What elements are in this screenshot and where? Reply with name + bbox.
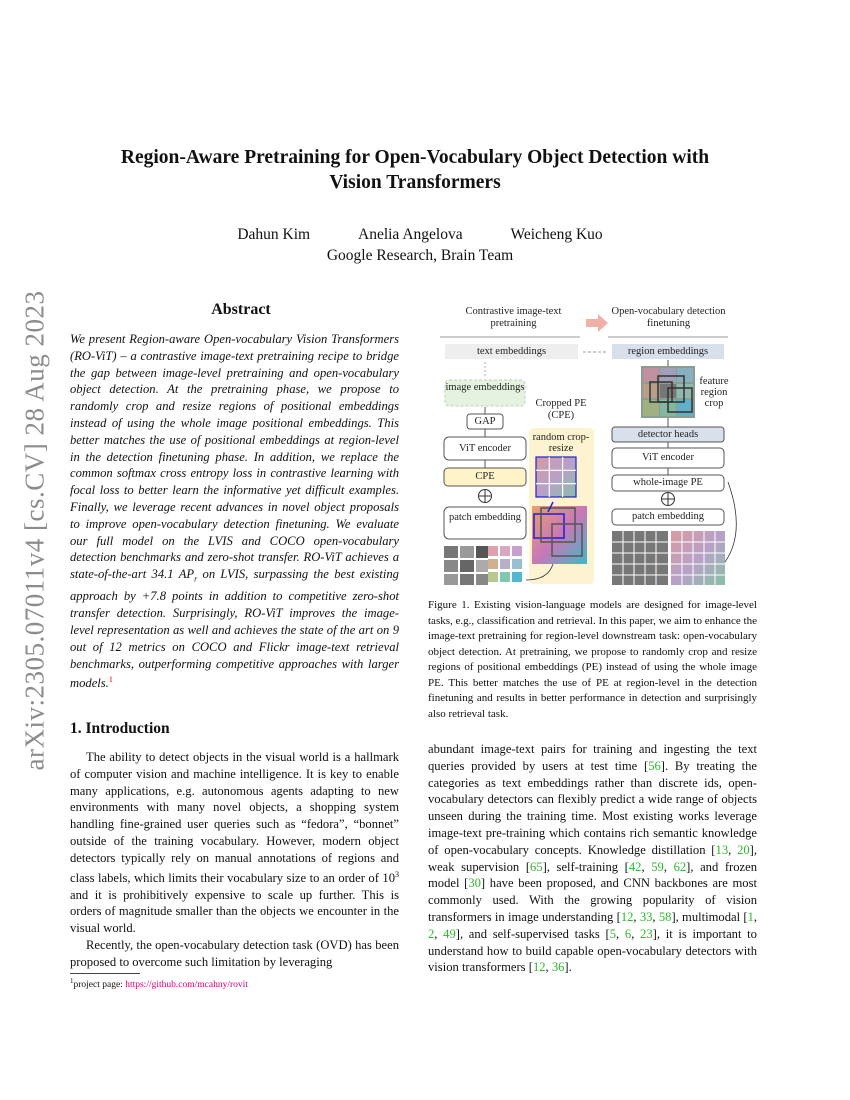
citation[interactable]: 59 [651, 859, 664, 874]
intro-text [70, 749, 399, 971]
project-page-link[interactable]: https://github.com/mcahny/rovit [125, 980, 248, 991]
author-block [150, 226, 690, 265]
footnote-marker[interactable]: 1 [108, 675, 113, 685]
region-embeddings-label: region embeddings [627, 346, 709, 357]
abstract-text: We present Region-aware Open-vocabulary Vision Transformers (RO-ViT) – a contrastive image-text pretraining recipe to bridge the gap between image-level pretraining and open-vocabulary object detection. At the pretraining phase, we propose to randomly crop and resize regions of positional embeddings instead of using the whole image positional embeddings. This better matches the use of positional embeddings at region-level in the detection finetuning phase. In addition, we replace the common softmax cross entropy loss in contrastive learning with focal loss to better learn the informative yet difficult examples. Finally, we leverage recent advances in novel object proposals to improve open-vocabulary detection finetuning. We evaluate our full model on the LVIS and COCO open-vocabulary detection benchmarks and zero-shot transfer. RO-ViT achieves a state-of-the-art 34.1 $AP_r$ on LVIS, surpassing the best existing approach by +7.8 points in addition to competitive zero-shot transfer detection. Surprisingly, RO-ViT improves the image-level representation as well and achieves the state of the art on 9 out of 12 metrics on COCO and Flickr image-text retrieval benchmarks, outperforming competitive approaches with larger models.$^1$ [70, 332, 399, 691]
author-name: Dahun Kim [237, 226, 311, 243]
input-image-patches [444, 546, 488, 585]
intro-paragraph-2: Recently, the open-vocabulary detection task (OVD) has been proposed to overcome such limitation by leveraging [70, 937, 399, 969]
citation[interactable]: 5 [609, 926, 617, 941]
whole-image-pe-label: whole-image PE [633, 477, 703, 488]
transfer-arrow [586, 314, 608, 332]
intro-paragraph-1: The ability to detect objects in the visual world is a hallmark of computer vision and machine intelligence. It is key to enable many applications, e.g. autonomous agents adapting to new environments with many novel objects, a shopping system handling fine-grained user queries such as “fedora”, “bonnet” outside of the training vocabulary. However, modern object detectors typically rely on manual annotations of regions and class labels, which limits their vocabulary size to an order of $10^3$ and it is prohibitively expensive to scale up further. This is orders of magnitude smaller than the objects we encounter in the visual world. [70, 750, 399, 936]
vit-encoder-label: ViT encoder [459, 443, 511, 454]
fig-right-header: Open-vocabulary detection finetuning [611, 306, 726, 329]
vit-encoder-right-label: ViT encoder [642, 452, 694, 463]
right-image-patches [612, 531, 725, 585]
gap-label: GAP [474, 416, 496, 427]
footnote-rule [70, 973, 140, 974]
cpe-label: CPE [475, 471, 495, 482]
citation[interactable]: 30 [468, 876, 481, 891]
figure-1 [428, 302, 758, 592]
section-heading-introduction: 1. Introduction [70, 720, 170, 737]
author-name: Anelia Angelova [358, 226, 463, 243]
fig-left-header: Contrastive image-text pretraining [465, 306, 562, 329]
citation[interactable]: 36 [551, 960, 565, 975]
paper-title: Region-Aware Pretraining for Open-Vocabulary Object Detection with Vision Transformers [120, 147, 710, 193]
citation[interactable]: 56 [648, 758, 661, 773]
citation[interactable]: 65 [530, 859, 543, 874]
image-embeddings-label: image embeddings [445, 382, 525, 393]
author-name: Weicheng Kuo [510, 226, 603, 243]
citation[interactable]: 2 [428, 926, 435, 941]
right-column-text: abundant image-text pairs for training and ingesting the text queries provided by users at test time [56]. By treating the categories as text embeddings rather than discrete ids, open-vocabulary detectors can flexibly predict a wide range of objects unseen during the training time. Most existing works leverage image-text pre-training which contains rich semantic knowledge of open-vocabulary concepts. Knowledge distillation [13, 20], weak supervision [65], self-training [42, 59, 62], and frozen model [30] have been proposed, and CNN backbones are most commonly used. With the growing popularity of vision transformers in image understanding [12, 33, 58], multimodal [1, 2, 49], and self-supervised tasks [5, 6, 23], it is important to understand how to build capable open-vocabulary detectors with vision transformers [12, 36]. [428, 742, 758, 975]
cpe-description: Cropped PE (CPE) [535, 398, 587, 421]
citation[interactable]: 1 [747, 909, 754, 924]
citation[interactable]: 6 [624, 926, 632, 941]
cropped-pe-grid [536, 457, 576, 497]
citation[interactable]: 49 [443, 926, 456, 941]
citation[interactable]: 12 [532, 960, 546, 975]
citation[interactable]: 23 [640, 926, 653, 941]
citation[interactable]: 62 [673, 859, 687, 874]
patch-embedding-label: patch embedding [448, 512, 522, 523]
citation[interactable]: 33 [639, 909, 653, 924]
footnote: $^1$project page: https://github.com/mcahny/rovit [70, 977, 248, 991]
patch-embedding-right-label: patch embedding [631, 511, 705, 522]
arxiv-stamp: arXiv:2305.07011v4 [cs.CV] 28 Aug 2023 [19, 290, 50, 770]
figure-caption: Figure 1. Existing vision-language models are designed for image-level tasks, e.g., classification and retrieval. In this paper, we aim to enhance the image-text pretraining for region-level downstream task: open-vocabulary object detection. At pretraining, we propose to randomly crop and resize regions of positional embeddings (PE) instead of using the whole image PE. This better matches the use of PE at region-level in the detection finetuning and results in better performance in detection and surprisingly also retrieval task. [428, 599, 757, 720]
random-crop-label: random crop-resize [532, 432, 590, 454]
affiliation: Google Research, Brain Team [326, 247, 514, 264]
feature-region-crop-label: feature region crop [699, 376, 729, 409]
detector-heads-label: detector heads [637, 429, 699, 440]
citation[interactable]: 20 [737, 842, 750, 857]
citation[interactable]: 42 [628, 859, 642, 874]
abstract-heading: Abstract [211, 301, 271, 318]
citation[interactable]: 12 [620, 909, 634, 924]
text-embeddings-label: text embeddings [476, 346, 547, 357]
citation[interactable]: 13 [715, 842, 729, 857]
citation[interactable]: 58 [658, 909, 672, 924]
positional-embedding-grid [488, 546, 522, 582]
feature-map-crop [641, 366, 695, 418]
